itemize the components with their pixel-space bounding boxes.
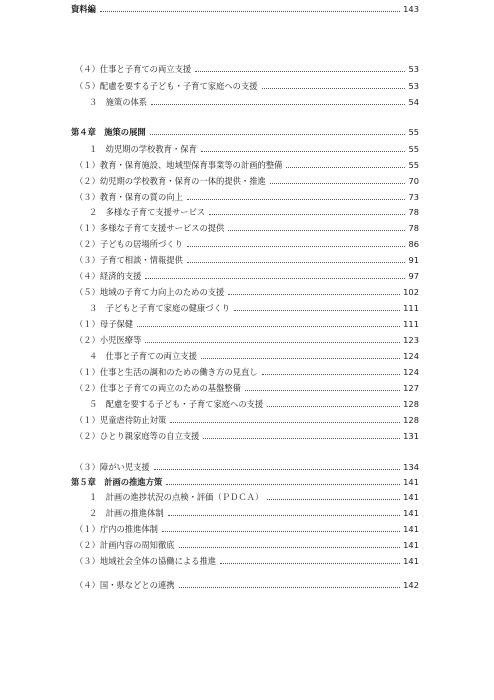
dot-leader	[267, 406, 400, 407]
toc-page-number: 142	[403, 580, 419, 590]
toc-entry[interactable]	[75, 235, 419, 249]
dot-leader	[162, 531, 400, 532]
dot-leader	[179, 587, 401, 588]
dot-leader	[150, 134, 406, 135]
dot-leader	[201, 151, 406, 152]
toc-entry-label: （４）経済的支援	[75, 271, 142, 281]
toc-page-number: 127	[403, 383, 419, 393]
toc-entry[interactable]	[89, 93, 419, 107]
toc-page-number: 143	[403, 4, 419, 14]
dot-leader	[245, 390, 400, 391]
toc-entry[interactable]	[89, 203, 419, 217]
dot-leader	[220, 563, 400, 564]
toc-entry[interactable]	[75, 188, 419, 202]
dot-leader	[154, 469, 400, 470]
toc-entry-label: （３）障がい児支援	[75, 462, 150, 472]
toc-entry-label: （１）児童虐待防止対策	[75, 415, 167, 425]
dot-leader	[151, 104, 405, 105]
toc-page-number: 128	[403, 415, 419, 425]
toc-entry[interactable]	[75, 331, 419, 345]
dot-leader	[262, 374, 401, 375]
toc-entry-label: 第５章 計画の推進方策	[71, 477, 163, 487]
toc-chapter-entry[interactable]	[71, 123, 419, 137]
toc-entry-label: ２ 計画の推進体制	[89, 508, 164, 518]
toc-page-number: 123	[403, 335, 419, 345]
toc-page-number: 73	[408, 192, 419, 202]
dot-leader	[262, 88, 406, 89]
toc-entry[interactable]	[75, 411, 419, 425]
toc-page-number: 131	[403, 431, 419, 441]
toc-entry[interactable]	[75, 267, 419, 281]
dot-leader	[270, 183, 406, 184]
toc-entry-label: （１）多様な子育て支援サービスの提供	[75, 223, 225, 233]
dot-leader	[179, 547, 401, 548]
toc-entry[interactable]	[75, 427, 419, 441]
toc-page-number: 111	[403, 319, 419, 329]
toc-page-number: 141	[403, 524, 419, 534]
toc-entry-label: （２）小児医療等	[75, 335, 142, 345]
toc-page-number: 91	[408, 255, 419, 265]
toc-entry[interactable]	[75, 251, 419, 265]
dot-leader	[286, 167, 405, 168]
dot-leader	[234, 310, 400, 311]
toc-page-number: 70	[408, 176, 419, 186]
toc-entry[interactable]	[89, 140, 419, 154]
toc-entry-label: （５）配慮を要する子ども・子育て家庭への支援	[75, 81, 258, 91]
toc-page-number: 55	[408, 160, 419, 170]
toc-page-number: 134	[403, 462, 419, 472]
toc-entry[interactable]	[75, 379, 419, 393]
toc-entry-label: （１）庁内の推進体制	[75, 524, 158, 534]
dot-leader	[166, 484, 400, 485]
toc-page-number: 141	[403, 508, 419, 518]
toc-entry-label: （１）母子保健	[75, 319, 134, 329]
toc-entry-label: （３）地域社会全体の協働による推進	[75, 556, 217, 566]
toc-entry[interactable]	[75, 520, 419, 534]
toc-page-number: 141	[403, 477, 419, 487]
toc-page-number: 55	[408, 144, 419, 154]
toc-page-number: 54	[408, 97, 419, 107]
dot-leader	[168, 515, 400, 516]
toc-entry-label: （２）ひとり親家庭等の自立支援	[75, 431, 200, 441]
toc-page-number: 53	[408, 64, 419, 74]
dot-leader	[187, 262, 406, 263]
toc-entry[interactable]	[75, 315, 419, 329]
toc-entry-label: （４）国・県などとの連携	[75, 580, 175, 590]
dot-leader	[187, 246, 406, 247]
dot-leader	[170, 422, 400, 423]
toc-chapter-entry[interactable]	[71, 0, 419, 14]
toc-entry-label: ２ 多様な子育て支援サービス	[89, 207, 206, 217]
dot-leader	[203, 438, 400, 439]
toc-page-number: 97	[408, 271, 419, 281]
toc-entry-label: （１）教育・保育施設、地域型保育事業等の計画的整備	[75, 160, 283, 170]
toc-page-number: 141	[403, 540, 419, 550]
toc-entry[interactable]	[75, 60, 419, 74]
dot-leader	[201, 358, 400, 359]
toc-entry-label: （１）仕事と生活の調和のための働き方の見直し	[75, 367, 258, 377]
toc-entry-label: （４）仕事と子育ての両立支援	[75, 64, 192, 74]
toc-entry-label: ３ 施策の体系	[89, 97, 148, 107]
dot-leader	[145, 278, 405, 279]
toc-entry-label: （３）子育て相談・情報提供	[75, 255, 183, 265]
toc-entry[interactable]	[89, 395, 419, 409]
toc-entry[interactable]	[75, 172, 419, 186]
dot-leader	[145, 342, 400, 343]
toc-page-number: 141	[403, 492, 419, 502]
toc-chapter-entry[interactable]	[71, 473, 419, 487]
toc-entry[interactable]	[75, 156, 419, 170]
toc-page-number: 124	[403, 367, 419, 377]
toc-entry-label: ５ 配慮を要する子ども・子育て家庭への支援	[89, 399, 264, 409]
toc-entry-label: ４ 仕事と子育ての両立支援	[89, 351, 197, 361]
dot-leader	[228, 230, 405, 231]
toc-entry[interactable]	[75, 363, 419, 377]
toc-page-number: 128	[403, 399, 419, 409]
toc-entry[interactable]	[75, 77, 419, 91]
toc-entry[interactable]	[75, 458, 419, 472]
toc-page-number: 111	[403, 303, 419, 313]
toc-entry-label: 資料編	[71, 4, 96, 14]
toc-entry-label: 第４章 施策の展開	[71, 127, 146, 137]
toc-page-number: 86	[408, 239, 419, 249]
toc-entry-label: （２）幼児期の学校教育・保育の一体的提供・推進	[75, 176, 266, 186]
toc-entry[interactable]	[89, 299, 419, 313]
toc-page-number: 102	[403, 287, 419, 297]
toc-page-number: 78	[408, 207, 419, 217]
toc-entry[interactable]	[89, 488, 419, 502]
toc-page-number: 141	[403, 556, 419, 566]
toc-entry-label: （３）教育・保育の質の向上	[75, 192, 183, 202]
toc-entry[interactable]	[75, 576, 419, 590]
toc-page-number: 53	[408, 81, 419, 91]
dot-leader	[209, 214, 405, 215]
dot-leader	[267, 499, 400, 500]
toc-entry[interactable]	[75, 283, 419, 297]
toc-page-number: 55	[408, 127, 419, 137]
dot-leader	[228, 294, 400, 295]
toc-page-number: 124	[403, 351, 419, 361]
toc-entry-label: （２）子どもの居場所づくり	[75, 239, 183, 249]
toc-entry[interactable]	[75, 552, 419, 566]
toc-entry-label: （５）地域の子育て力向上のための支援	[75, 287, 225, 297]
toc-entry[interactable]	[75, 219, 419, 233]
dot-leader	[137, 326, 400, 327]
toc-entry-label: １ 計画の進捗状況の点検・評価（ＰＤＣＡ）	[89, 492, 264, 502]
toc-entry-label: （２）仕事と子育ての両立のための基盤整備	[75, 383, 241, 393]
toc-entry[interactable]	[89, 347, 419, 361]
toc-entry-label: ３ 子どもと子育て家庭の健康づくり	[89, 303, 231, 313]
toc-entry-label: １ 幼児期の学校教育・保育	[89, 144, 197, 154]
dot-leader	[195, 71, 405, 72]
toc-entry[interactable]	[75, 536, 419, 550]
toc-entry-label: （２）計画内容の周知徹底	[75, 540, 175, 550]
toc-page-number: 78	[408, 223, 419, 233]
dot-leader	[187, 199, 406, 200]
dot-leader	[100, 11, 400, 12]
toc-entry[interactable]	[89, 504, 419, 518]
